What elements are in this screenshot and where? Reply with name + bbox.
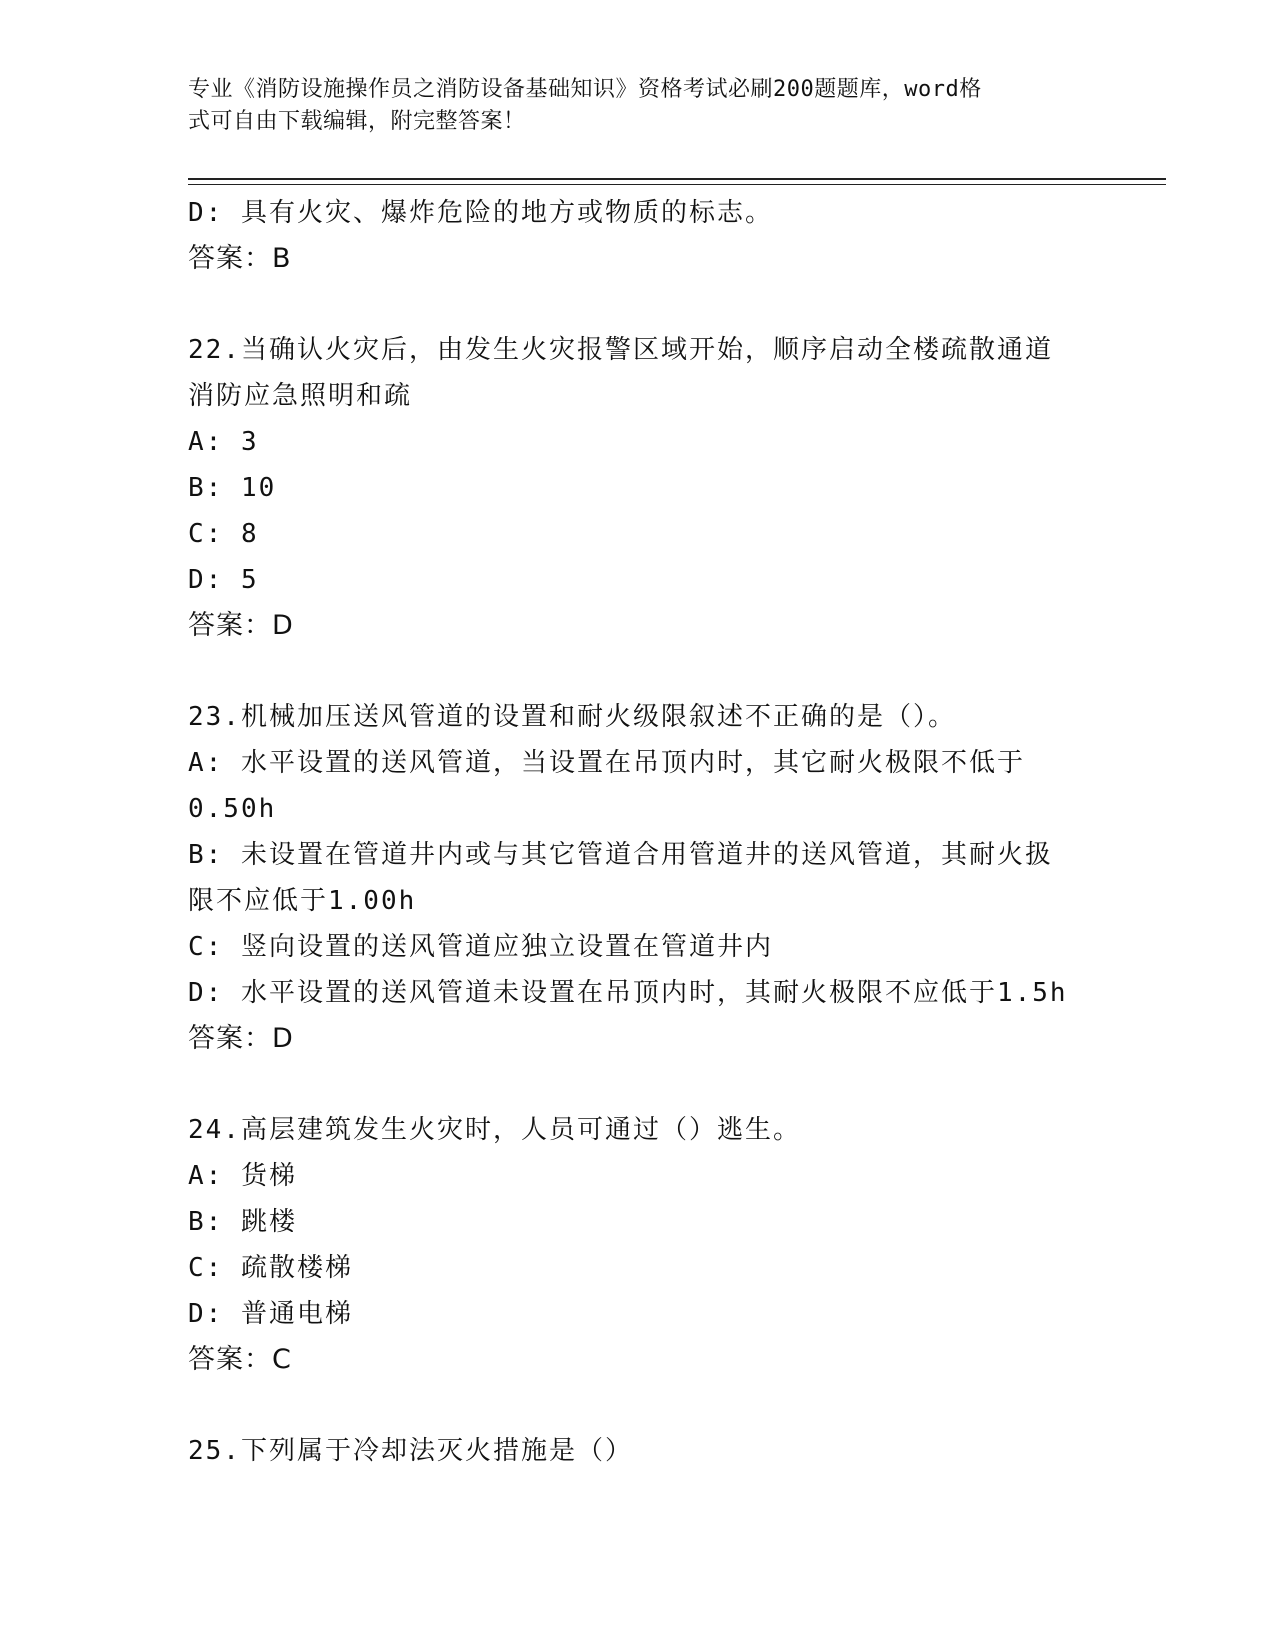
header-divider-thin bbox=[188, 184, 1166, 185]
question-block bbox=[188, 1428, 1088, 1474]
option-a: A: 水平设置的送风管道，当设置在吊顶内时，其它耐火极限不低于 bbox=[188, 748, 1025, 778]
question-stem-cont: 消防应急照明和疏 bbox=[188, 381, 413, 411]
option-a-cont: 0.50h bbox=[188, 794, 277, 824]
header-divider-thick bbox=[188, 178, 1166, 180]
question-stem: 25.下列属于冷却法灭火措施是（） bbox=[188, 1436, 633, 1466]
question-stem: 22.当确认火灾后，由发生火灾报警区域开始，顺序启动全楼疏散通道 bbox=[188, 335, 1053, 365]
document-header bbox=[188, 74, 1088, 138]
question-stem: 24.高层建筑发生火灾时，人员可通过（）逃生。 bbox=[188, 1115, 801, 1145]
option-a: A: 3 bbox=[188, 427, 259, 457]
answer-line: 答案：D bbox=[188, 1023, 294, 1054]
question-block bbox=[188, 1107, 1088, 1383]
answer-line: 答案：B bbox=[188, 243, 292, 274]
option-d: D: 5 bbox=[188, 565, 259, 595]
header-line-2: 式可自由下载编辑，附完整答案！ bbox=[188, 109, 526, 134]
question-stem: 23.机械加压送风管道的设置和耐火级限叙述不正确的是（）。 bbox=[188, 702, 956, 732]
option-c: C: 8 bbox=[188, 519, 259, 549]
header-line-1: 专业《消防设施操作员之消防设备基础知识》资格考试必刷200题题库，word格 bbox=[188, 77, 982, 102]
option-c: C: 疏散楼梯 bbox=[188, 1253, 353, 1283]
option-b: B: 未设置在管道井内或与其它管道合用管道井的送风管道，其耐火扱 bbox=[188, 840, 1053, 870]
answer-line: 答案：D bbox=[188, 610, 294, 641]
question-block bbox=[188, 327, 1088, 649]
option-d: D: 普通电梯 bbox=[188, 1299, 353, 1329]
option-a: A: 货梯 bbox=[188, 1161, 297, 1191]
question-block bbox=[188, 190, 1088, 282]
option-b: B: 10 bbox=[188, 473, 277, 503]
option-b: B: 跳楼 bbox=[188, 1207, 297, 1237]
question-list bbox=[188, 190, 1088, 1474]
option-b-cont: 限不应低于1.00h bbox=[188, 886, 417, 916]
option-c: C: 竖向设置的送风管道应独立设置在管道井内 bbox=[188, 932, 773, 962]
question-block bbox=[188, 694, 1088, 1062]
option-d: D: 水平设置的送风管道未设置在吊顶内时，其耐火极限不应低于1.5h bbox=[188, 978, 1068, 1008]
answer-line: 答案：C bbox=[188, 1344, 292, 1375]
option-line: D: 具有火灾、爆炸危险的地方或物质的标志。 bbox=[188, 198, 773, 228]
